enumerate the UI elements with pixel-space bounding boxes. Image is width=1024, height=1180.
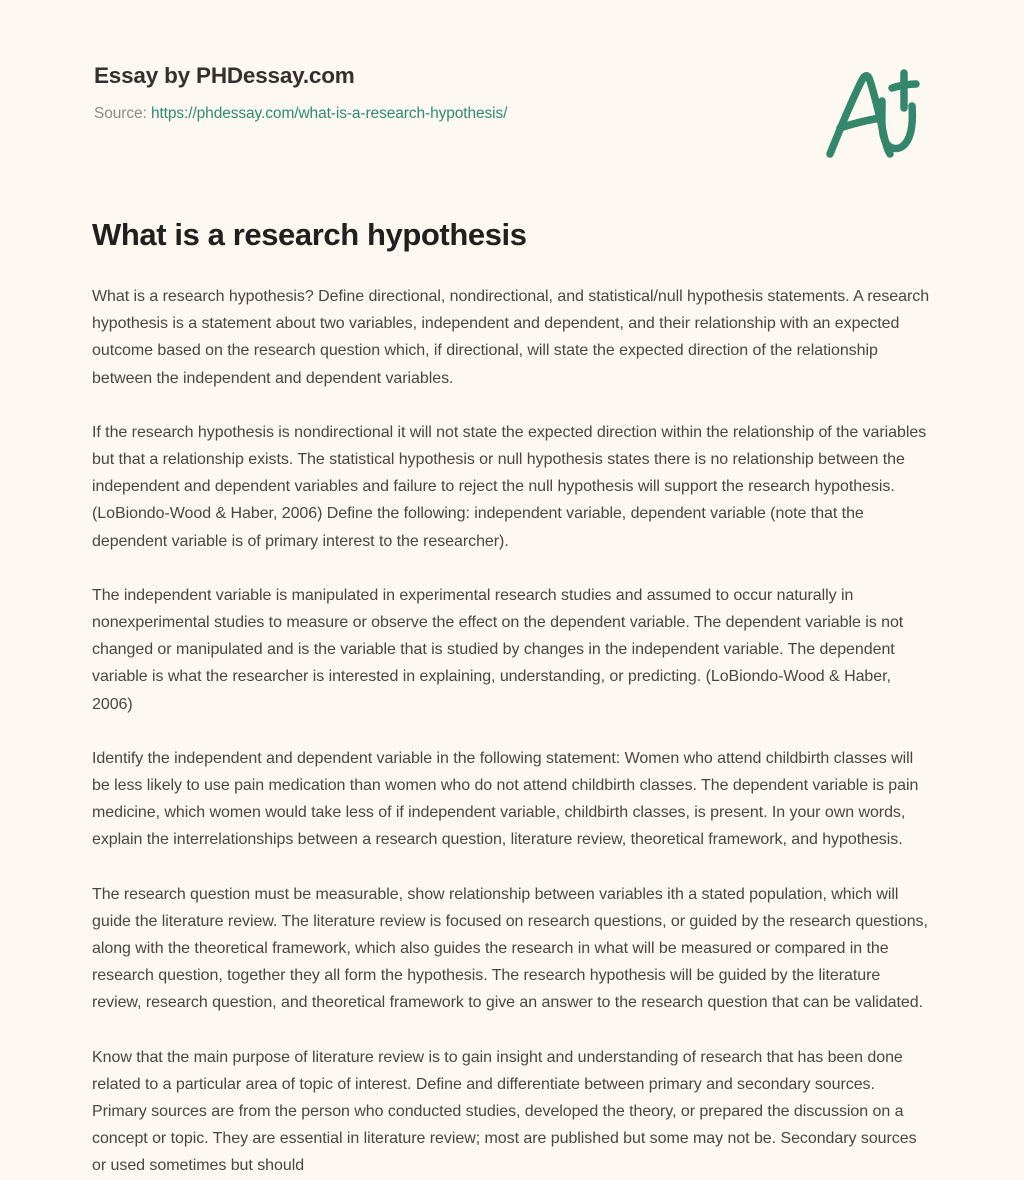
- body-paragraph: The research question must be measurable, show relationship between variables ith a stated population, which will guide the literature review. The literature review is focused on research questions, or guided by the research questions, along with the theoretical framework, which also guides the research in what will be measured or compared in the research question, together they all form the hypothesis. The research hypothesis will be guided by the literature review, research question, and theoretical framework to give an answer to the research question that can be validated.: [92, 885, 928, 1012]
- document-body: [92, 283, 934, 1180]
- body-paragraph: If the research hypothesis is nondirectional it will not state the expected direction within the relationship of the variables but that a relationship exists. The statistical hypothesis or null hypothesis states there is no relationship between the independent and dependent variables and failure to reject the null hypothesis will support the research hypothesis. (LoBiondo-Wood & Haber, 2006) Define the following: independent variable, dependent variable (note that the dependent variable is of primary interest to the researcher).: [92, 423, 927, 550]
- page-title: What is a research hypothesis: [92, 217, 527, 252]
- brand-title: Essay by PHDessay.com: [94, 63, 355, 88]
- document-header: [94, 62, 930, 172]
- source-line: [94, 104, 930, 124]
- aplus-logo-icon: [818, 56, 928, 166]
- body-paragraph: Identify the independent and dependent variable in the following statement: Women who attend childbirth classes will be less likely to use pain medication than women who do not attend childbirth classes. The dependent variable is pain medicine, which women would take less of if independent variable, childbirth classes, is present. In your own words, explain the interrelationships between a research question, literature review, theoretical framework, and hypothesis.: [92, 749, 919, 849]
- body-paragraph: Know that the main purpose of literature review is to gain insight and understanding of research that has been done related to a particular area of topic of interest. Define and differentiate between primary and secondary sources. Primary sources are from the person who conducted studies, developed the theory, or prepared the discussion on a concept or topic. They are essential in literature review; most are published but some may not be. Secondary sources or used sometimes but should: [92, 1048, 917, 1175]
- body-paragraph: What is a research hypothesis? Define directional, nondirectional, and statistical/null hypothesis statements. A research hypothesis is a statement about two variables, independent and dependent, and their relationship with an expected outcome based on the research question which, if directional, will state the expected direction of the relationship between the independent and dependent variables.: [92, 288, 930, 387]
- body-paragraph: The independent variable is manipulated in experimental research studies and assumed to occur naturally in nonexperimental studies to measure or observe the effect on the dependent variable. The dependent variable is not changed or manipulated and is the variable that is studied by changes in the independent variable. The dependent variable is what the researcher is interested in explaining, understanding, or predicting. (LoBiondo-Wood & Haber, 2006): [92, 586, 904, 713]
- source-url-link[interactable]: https://phdessay.com/what-is-a-research-hypothesis/: [150, 105, 508, 122]
- source-label: Source:: [94, 105, 147, 122]
